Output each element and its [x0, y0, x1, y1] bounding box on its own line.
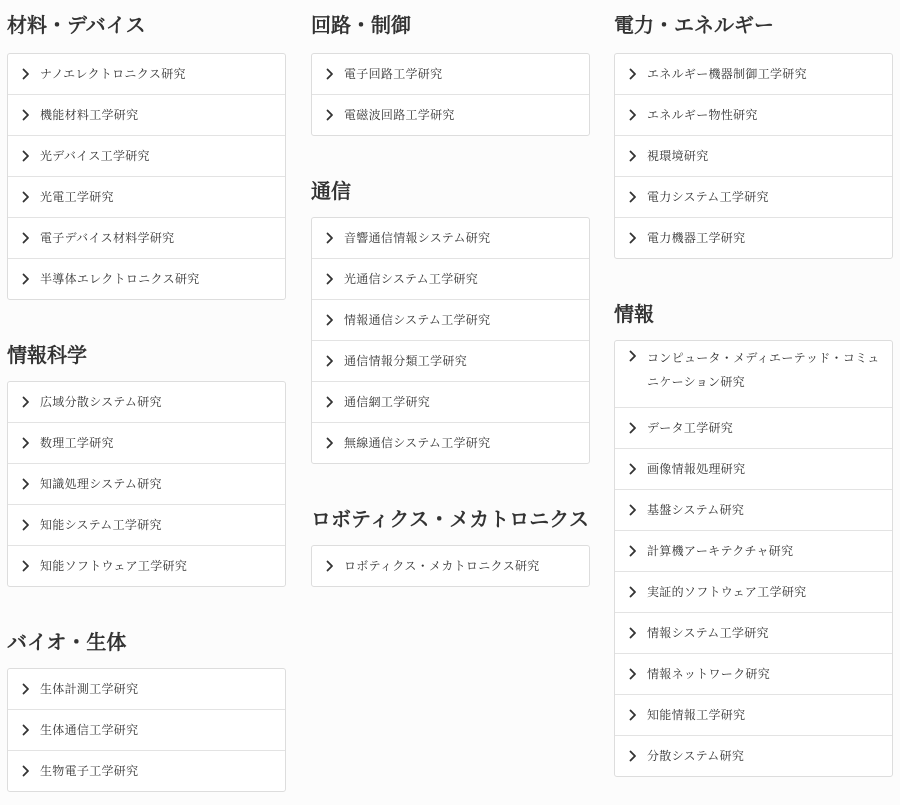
lab-list-item[interactable] — [615, 694, 892, 735]
lab-list-item[interactable] — [8, 135, 285, 176]
lab-list-item[interactable] — [312, 381, 589, 422]
chevron-right-icon — [629, 461, 641, 477]
chevron-right-icon — [22, 148, 34, 164]
chevron-right-icon — [22, 476, 34, 492]
lab-list-item[interactable] — [615, 94, 892, 135]
chevron-right-icon — [326, 271, 338, 287]
category-section — [311, 494, 590, 587]
chevron-right-icon — [326, 394, 338, 410]
lab-name: 実証的ソフトウェア工学研究 — [647, 585, 807, 599]
lab-name: 情報ネットワーク研究 — [647, 667, 771, 681]
lab-name: 分散システム研究 — [647, 749, 745, 763]
lab-name: エネルギー機器制御工学研究 — [647, 67, 807, 81]
lab-name: 知能ソフトウェア工学研究 — [40, 559, 188, 573]
lab-list — [7, 668, 286, 792]
chevron-right-icon — [629, 707, 641, 723]
lab-list-item[interactable] — [8, 258, 285, 299]
lab-name: データ工学研究 — [647, 421, 734, 435]
category-section — [311, 166, 590, 464]
lab-list — [311, 53, 590, 136]
category-column — [7, 0, 286, 792]
lab-list-item[interactable] — [8, 709, 285, 750]
category-column — [614, 0, 893, 777]
chevron-right-icon — [22, 763, 34, 779]
lab-list-item[interactable] — [8, 94, 285, 135]
lab-list-item[interactable] — [312, 258, 589, 299]
lab-name: 視環境研究 — [647, 149, 709, 163]
lab-list — [614, 53, 893, 259]
lab-list — [311, 217, 590, 464]
lab-list-item[interactable] — [8, 217, 285, 258]
lab-list-item[interactable] — [8, 504, 285, 545]
lab-list-item[interactable] — [8, 176, 285, 217]
lab-list-item[interactable] — [615, 735, 892, 776]
lab-list-item[interactable] — [312, 218, 589, 258]
section-title: ロボティクス・メカトロニクス — [311, 507, 589, 531]
lab-list-item[interactable] — [312, 340, 589, 381]
chevron-right-icon — [326, 66, 338, 82]
lab-name: エネルギー物性研究 — [647, 108, 758, 122]
chevron-right-icon — [629, 502, 641, 518]
lab-name: 計算機アーキテクチャ研究 — [647, 544, 794, 558]
chevron-right-icon — [326, 312, 338, 328]
chevron-right-icon — [629, 66, 641, 82]
chevron-right-icon — [22, 558, 34, 574]
lab-list-item[interactable] — [312, 546, 589, 586]
lab-list-item[interactable] — [8, 422, 285, 463]
lab-name: 半導体エレクトロニクス研究 — [40, 272, 200, 286]
lab-name: 光デバイス工学研究 — [40, 149, 150, 163]
chevron-right-icon — [22, 271, 34, 287]
chevron-right-icon — [22, 517, 34, 533]
lab-name: 生体計測工学研究 — [40, 682, 139, 696]
lab-list-item[interactable] — [615, 54, 892, 94]
lab-name: 電子回路工学研究 — [344, 67, 443, 81]
lab-list-item[interactable] — [8, 54, 285, 94]
lab-name: 基盤システム研究 — [647, 503, 745, 517]
lab-name: ロボティクス・メカトロニクス研究 — [344, 559, 540, 573]
chevron-right-icon — [629, 189, 641, 205]
chevron-right-icon — [22, 394, 34, 410]
section-title: 回路・制御 — [311, 13, 411, 37]
chevron-right-icon — [22, 435, 34, 451]
lab-name: 情報システム工学研究 — [647, 626, 769, 640]
lab-list-item[interactable] — [8, 750, 285, 791]
chevron-right-icon — [22, 230, 34, 246]
lab-name: コンピュータ・メディエーテッド・コミュニケーション研究 — [647, 351, 880, 389]
lab-list-item[interactable] — [615, 653, 892, 694]
chevron-right-icon — [629, 584, 641, 600]
lab-list-item[interactable] — [615, 530, 892, 571]
section-title: 電力・エネルギー — [614, 13, 774, 37]
lab-name: 生体通信工学研究 — [40, 723, 139, 737]
lab-list-item[interactable] — [312, 54, 589, 94]
lab-name: 光電工学研究 — [40, 190, 114, 204]
section-title: 材料・デバイス — [7, 13, 146, 37]
chevron-right-icon — [326, 107, 338, 123]
lab-list-item[interactable] — [8, 463, 285, 504]
chevron-right-icon — [326, 558, 338, 574]
chevron-right-icon — [22, 681, 34, 697]
lab-list-item[interactable] — [312, 299, 589, 340]
lab-name: 画像情報処理研究 — [647, 462, 746, 476]
lab-list-item[interactable] — [615, 612, 892, 653]
chevron-right-icon — [629, 107, 641, 123]
chevron-right-icon — [326, 353, 338, 369]
section-title: 情報科学 — [7, 343, 87, 367]
section-title: バイオ・生体 — [7, 630, 127, 654]
category-section — [7, 617, 286, 792]
lab-name: 生物電子工学研究 — [40, 764, 139, 778]
lab-name: 光通信システム工学研究 — [344, 272, 479, 286]
lab-list-item[interactable] — [615, 341, 892, 407]
chevron-right-icon — [629, 348, 641, 364]
category-section — [7, 0, 286, 300]
lab-name: 無線通信システム工学研究 — [344, 436, 491, 450]
lab-list-item[interactable] — [615, 489, 892, 530]
category-section — [311, 0, 590, 136]
chevron-right-icon — [326, 230, 338, 246]
chevron-right-icon — [629, 148, 641, 164]
chevron-right-icon — [629, 748, 641, 764]
section-title: 情報 — [614, 302, 654, 326]
chevron-right-icon — [629, 543, 641, 559]
lab-name: 電力機器工学研究 — [647, 231, 746, 245]
chevron-right-icon — [629, 230, 641, 246]
chevron-right-icon — [22, 107, 34, 123]
lab-name: 電子デバイス材料学研究 — [40, 231, 175, 245]
chevron-right-icon — [629, 420, 641, 436]
category-section — [614, 289, 893, 777]
lab-name: 通信網工学研究 — [344, 395, 431, 409]
lab-name: 電磁波回路工学研究 — [344, 108, 455, 122]
lab-list-item[interactable] — [8, 545, 285, 586]
lab-name: 通信情報分類工学研究 — [344, 354, 468, 368]
lab-name: 知能システム工学研究 — [40, 518, 162, 532]
lab-list-item[interactable] — [8, 669, 285, 709]
lab-name: 知識処理システム研究 — [40, 477, 162, 491]
category-section — [7, 330, 286, 587]
lab-name: 機能材料工学研究 — [40, 108, 139, 122]
chevron-right-icon — [22, 66, 34, 82]
section-title: 通信 — [311, 179, 351, 203]
chevron-right-icon — [629, 625, 641, 641]
lab-list-item[interactable] — [615, 217, 892, 258]
lab-list — [614, 340, 893, 777]
lab-list-item[interactable] — [615, 407, 892, 448]
lab-list-item[interactable] — [312, 94, 589, 135]
chevron-right-icon — [22, 722, 34, 738]
chevron-right-icon — [326, 435, 338, 451]
lab-name: 音響通信情報システム研究 — [344, 231, 491, 245]
lab-list-item[interactable] — [615, 135, 892, 176]
lab-list-item[interactable] — [615, 176, 892, 217]
chevron-right-icon — [629, 666, 641, 682]
lab-name: 電力システム工学研究 — [647, 190, 769, 204]
lab-name: 広域分散システム研究 — [40, 395, 162, 409]
lab-list — [7, 53, 286, 300]
lab-list-item[interactable] — [312, 422, 589, 463]
lab-list-item[interactable] — [615, 448, 892, 489]
category-column — [311, 0, 590, 587]
lab-list — [7, 381, 286, 587]
category-section — [614, 0, 893, 259]
chevron-right-icon — [22, 189, 34, 205]
lab-list-item[interactable] — [8, 382, 285, 422]
lab-list-item[interactable] — [615, 571, 892, 612]
lab-name: ナノエレクトロニクス研究 — [40, 67, 186, 81]
lab-name: 知能情報工学研究 — [647, 708, 746, 722]
lab-name: 数理工学研究 — [40, 436, 114, 450]
lab-list — [311, 545, 590, 587]
lab-name: 情報通信システム工学研究 — [344, 313, 491, 327]
